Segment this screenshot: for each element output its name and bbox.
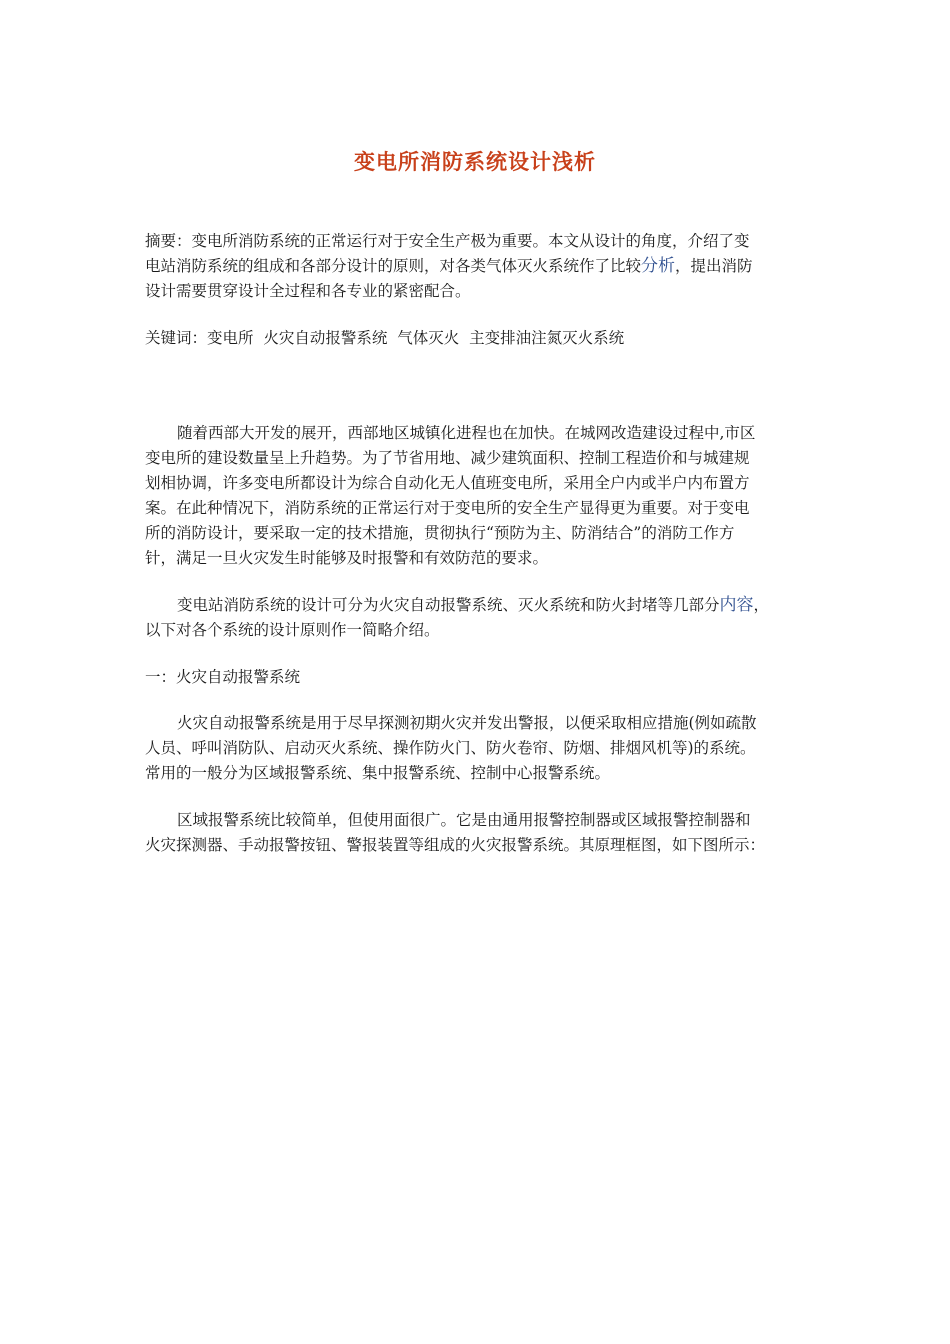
- paragraph-line: 变电所的建设数量呈上升趋势。为了节省用地、减少建筑面积、控制工程造价和与城建规: [145, 449, 750, 467]
- abstract-line: [145, 254, 805, 279]
- content-link[interactable]: 内容: [719, 595, 754, 615]
- section-heading: 一：火灾自动报警系统: [145, 668, 301, 686]
- document-title: 变电所消防系统设计浅析: [354, 150, 596, 174]
- paragraph-line: 火灾探测器、手动报警按钮、警报装置等组成的火灾报警系统。其原理框图，如下图所示：: [145, 836, 766, 854]
- paragraph-line: 以下对各个系统的设计原则作一简略介绍。: [145, 621, 440, 639]
- paragraph-line: 火灾自动报警系统是用于尽早探测初期火灾并发出警报，以便采取相应措施(例如疏散: [177, 714, 757, 732]
- body-paragraph-2: [145, 593, 805, 643]
- paragraph-line: 区域报警系统比较简单，但使用面很广。它是由通用报警控制器或区域报警控制器和: [177, 811, 751, 829]
- keywords-line: 关键词：变电所 火灾自动报警系统 气体灭火 主变排油注氮灭火系统: [145, 329, 625, 347]
- paragraph-line: 常用的一般分为区域报警系统、集中报警系统、控制中心报警系统。: [145, 764, 611, 782]
- abstract-line: 设计需要贯穿设计全过程和各专业的紧密配合。: [145, 282, 471, 300]
- paragraph-line: 随着西部大开发的展开，西部地区城镇化进程也在加快。在城网改造建设过程中,市区: [177, 424, 756, 442]
- paragraph-line: 案。在此种情况下，消防系统的正常运行对于变电所的安全生产显得更为重要。对于变电: [145, 499, 750, 517]
- body-paragraph-1: [145, 421, 805, 571]
- paragraph-text: ，: [753, 596, 770, 614]
- paragraph-text: 变电站消防系统的设计可分为火灾自动报警系统、灭火系统和防火封堵等几部分: [177, 596, 720, 614]
- paragraph-line: 人员、呼叫消防队、启动灭火系统、操作防火门、防火卷帘、防烟、排烟风机等)的系统。: [145, 739, 756, 757]
- paragraph-line: [145, 593, 805, 618]
- abstract-text: 电站消防系统的组成和各部分设计的原则，对各类气体灭火系统作了比较: [145, 257, 642, 275]
- analysis-link[interactable]: 分析: [641, 256, 676, 276]
- paragraph-line: 划相协调，许多变电所都设计为综合自动化无人值班变电所，采用全户内或半户内布置方: [145, 474, 750, 492]
- paragraph-line: 所的消防设计，要采取一定的技术措施，贯彻执行“预防为主、防消结合”的消防工作方: [145, 524, 735, 542]
- body-paragraph-4: [145, 808, 805, 858]
- abstract-text: ，提出消防: [675, 257, 753, 275]
- paragraph-line: 针，满足一旦火灾发生时能够及时报警和有效防范的要求。: [145, 549, 549, 567]
- abstract-paragraph: [145, 229, 805, 304]
- body-paragraph-3: [145, 711, 805, 786]
- abstract-line: 摘要：变电所消防系统的正常运行对于安全生产极为重要。本文从设计的角度，介绍了变: [145, 232, 750, 250]
